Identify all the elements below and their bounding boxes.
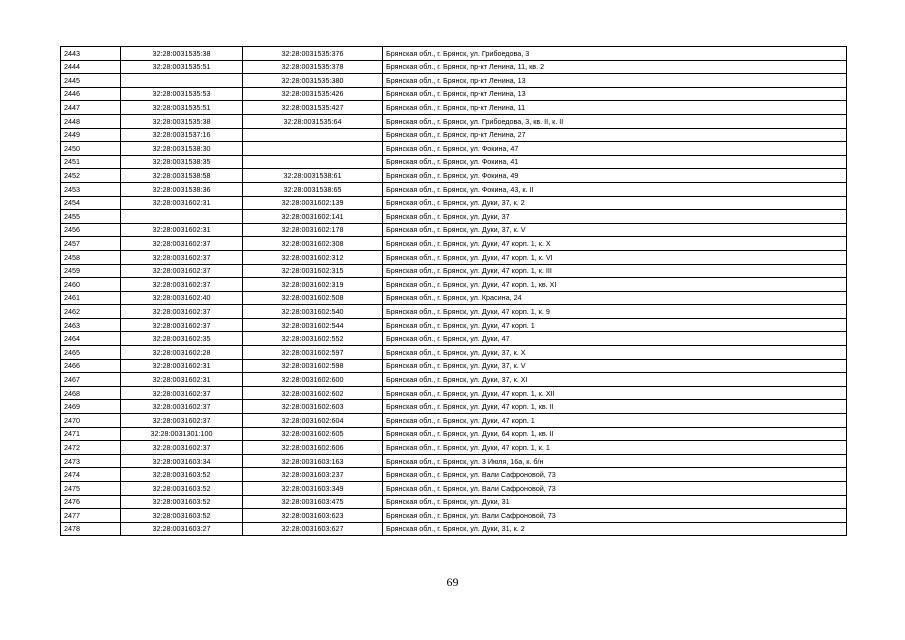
cadastral-parcel-cell: 32:28:0031538:36 [121,182,243,196]
cadastral-parcel-cell: 32:28:0031602:31 [121,223,243,237]
row-number-cell: 2475 [61,482,121,496]
cadastral-object-cell: 32:28:0031602:308 [243,237,383,251]
cadastral-object-cell: 32:28:0031603:237 [243,468,383,482]
row-number-cell: 2454 [61,196,121,210]
table-row [61,223,847,237]
cadastral-parcel-cell: 32:28:0031603:52 [121,509,243,523]
row-number-cell: 2445 [61,74,121,88]
table-row [61,441,847,455]
row-number-cell: 2466 [61,359,121,373]
cadastral-parcel-cell: 32:28:0031602:35 [121,332,243,346]
table-row [61,60,847,74]
table-row [61,74,847,88]
address-cell: Брянская обл., г. Брянск, ул. Дуки, 37, к. V [383,223,847,237]
row-number-cell: 2458 [61,250,121,264]
table-row [61,332,847,346]
table-row [61,414,847,428]
row-number-cell: 2460 [61,278,121,292]
table-row [61,305,847,319]
address-cell: Брянская обл., г. Брянск, ул. Дуки, 64 корп. 1, кв. II [383,427,847,441]
cadastral-object-cell: 32:28:0031602:602 [243,386,383,400]
address-cell: Брянская обл., г. Брянск, ул. Дуки, 47 корп. 1 [383,318,847,332]
row-number-cell: 2468 [61,386,121,400]
address-cell: Брянская обл., г. Брянск, ул. Вали Сафроновой, 73 [383,509,847,523]
cadastral-object-cell: 32:28:0031535:426 [243,87,383,101]
cadastral-object-cell: 32:28:0031602:600 [243,373,383,387]
row-number-cell: 2464 [61,332,121,346]
cadastral-parcel-cell: 32:28:0031301:100 [121,427,243,441]
address-cell: Брянская обл., г. Брянск, ул. Дуки, 47 корп. 1, к. 9 [383,305,847,319]
cadastral-parcel-cell: 32:28:0031535:38 [121,47,243,61]
address-cell: Брянская обл., г. Брянск, пр-кт Ленина, 11 [383,101,847,115]
page-number: 69 [446,575,459,589]
cadastral-object-cell: 32:28:0031603:349 [243,482,383,496]
cadastral-parcel-cell: 32:28:0031535:51 [121,101,243,115]
table-row [61,522,847,536]
table-row [61,359,847,373]
address-cell: Брянская обл., г. Брянск, ул. 3 Июля, 16а, к. б/н [383,454,847,468]
cadastral-parcel-cell: 32:28:0031538:35 [121,155,243,169]
address-cell: Брянская обл., г. Брянск, ул. Дуки, 31 [383,495,847,509]
address-cell: Брянская обл., г. Брянск, ул. Дуки, 31, к. 2 [383,522,847,536]
table-row [61,386,847,400]
address-cell: Брянская обл., г. Брянск, ул. Дуки, 37, к. 2 [383,196,847,210]
row-number-cell: 2477 [61,509,121,523]
cadastral-object-cell: 32:28:0031535:64 [243,114,383,128]
cadastral-parcel-cell: 32:28:0031602:40 [121,291,243,305]
address-cell: Брянская обл., г. Брянск, пр-кт Ленина, 27 [383,128,847,142]
address-cell: Брянская обл., г. Брянск, ул. Вали Сафроновой, 73 [383,468,847,482]
table-row [61,318,847,332]
cadastral-parcel-cell: 32:28:0031602:37 [121,264,243,278]
address-cell: Брянская обл., г. Брянск, ул. Дуки, 37, к. V [383,359,847,373]
address-cell: Брянская обл., г. Брянск, ул. Фокина, 49 [383,169,847,183]
cadastral-object-cell [243,155,383,169]
table-row [61,346,847,360]
cadastral-object-cell: 32:28:0031602:605 [243,427,383,441]
row-number-cell: 2472 [61,441,121,455]
address-cell: Брянская обл., г. Брянск, ул. Дуки, 47 корп. 1, к. XII [383,386,847,400]
cadastral-parcel-cell: 32:28:0031602:37 [121,305,243,319]
cadastral-parcel-cell: 32:28:0031602:37 [121,400,243,414]
row-number-cell: 2443 [61,47,121,61]
address-cell: Брянская обл., г. Брянск, ул. Грибоедова, 3, кв. II, к. II [383,114,847,128]
cadastral-object-cell: 32:28:0031602:598 [243,359,383,373]
table-row [61,87,847,101]
cadastral-object-cell: 32:28:0031602:604 [243,414,383,428]
cadastral-object-cell: 32:28:0031602:178 [243,223,383,237]
row-number-cell: 2455 [61,210,121,224]
table-row [61,291,847,305]
row-number-cell: 2467 [61,373,121,387]
cadastral-parcel-cell: 32:28:0031602:37 [121,250,243,264]
cadastral-object-cell: 32:28:0031535:427 [243,101,383,115]
cadastral-parcel-cell: 32:28:0031535:53 [121,87,243,101]
cadastral-parcel-cell: 32:28:0031602:37 [121,441,243,455]
cadastral-object-cell: 32:28:0031602:540 [243,305,383,319]
row-number-cell: 2450 [61,142,121,156]
cadastral-object-cell: 32:28:0031535:380 [243,74,383,88]
table-row [61,128,847,142]
cadastral-object-cell: 32:28:0031602:603 [243,400,383,414]
row-number-cell: 2476 [61,495,121,509]
cadastral-object-cell [243,128,383,142]
row-number-cell: 2459 [61,264,121,278]
address-cell: Брянская обл., г. Брянск, ул. Дуки, 47 корп. 1, к. III [383,264,847,278]
address-cell: Брянская обл., г. Брянск, ул. Дуки, 47 [383,332,847,346]
row-number-cell: 2470 [61,414,121,428]
cadastral-parcel-cell: 32:28:0031603:27 [121,522,243,536]
cadastral-parcel-cell: 32:28:0031602:37 [121,237,243,251]
row-number-cell: 2457 [61,237,121,251]
table-row [61,155,847,169]
cadastral-table [60,46,847,536]
cadastral-object-cell: 32:28:0031603:623 [243,509,383,523]
table-row [61,210,847,224]
cadastral-parcel-cell: 32:28:0031602:37 [121,318,243,332]
row-number-cell: 2456 [61,223,121,237]
table-row [61,47,847,61]
cadastral-parcel-cell [121,210,243,224]
cadastral-object-cell [243,142,383,156]
table-row [61,264,847,278]
address-cell: Брянская обл., г. Брянск, ул. Дуки, 47 корп. 1, кв. XI [383,278,847,292]
row-number-cell: 2463 [61,318,121,332]
row-number-cell: 2478 [61,522,121,536]
address-cell: Брянская обл., г. Брянск, пр-кт Ленина, 13 [383,74,847,88]
cadastral-parcel-cell: 32:28:0031602:31 [121,196,243,210]
row-number-cell: 2471 [61,427,121,441]
cadastral-parcel-cell: 32:28:0031602:31 [121,359,243,373]
cadastral-parcel-cell: 32:28:0031538:58 [121,169,243,183]
address-cell: Брянская обл., г. Брянск, ул. Дуки, 47 корп. 1, к. 1 [383,441,847,455]
table-row [61,509,847,523]
address-cell: Брянская обл., г. Брянск, пр-кт Ленина, 11, кв. 2 [383,60,847,74]
address-cell: Брянская обл., г. Брянск, ул. Дуки, 47 корп. 1, к. X [383,237,847,251]
cadastral-object-cell: 32:28:0031602:139 [243,196,383,210]
table-row [61,495,847,509]
cadastral-object-cell: 32:28:0031602:606 [243,441,383,455]
cadastral-object-cell: 32:28:0031535:378 [243,60,383,74]
address-cell: Брянская обл., г. Брянск, ул. Дуки, 47 корп. 1, к. VI [383,250,847,264]
address-cell: Брянская обл., г. Брянск, ул. Грибоедова, 3 [383,47,847,61]
cadastral-parcel-cell: 32:28:0031602:31 [121,373,243,387]
address-cell: Брянская обл., г. Брянск, ул. Фокина, 43, к. II [383,182,847,196]
cadastral-object-cell: 32:28:0031602:597 [243,346,383,360]
table-row [61,400,847,414]
table-row [61,427,847,441]
row-number-cell: 2452 [61,169,121,183]
cadastral-object-cell: 32:28:0031603:627 [243,522,383,536]
row-number-cell: 2465 [61,346,121,360]
row-number-cell: 2461 [61,291,121,305]
address-cell: Брянская обл., г. Брянск, ул. Дуки, 37, к. X [383,346,847,360]
row-number-cell: 2462 [61,305,121,319]
address-cell: Брянская обл., г. Брянск, ул. Дуки, 47 корп. 1, кв. II [383,400,847,414]
cadastral-object-cell: 32:28:0031602:319 [243,278,383,292]
row-number-cell: 2448 [61,114,121,128]
cadastral-object-cell: 32:28:0031602:312 [243,250,383,264]
cadastral-parcel-cell: 32:28:0031603:52 [121,468,243,482]
table-row [61,454,847,468]
address-cell: Брянская обл., г. Брянск, ул. Дуки, 37, к. XI [383,373,847,387]
table-row [61,237,847,251]
row-number-cell: 2469 [61,400,121,414]
row-number-cell: 2451 [61,155,121,169]
table-row [61,114,847,128]
address-cell: Брянская обл., г. Брянск, ул. Вали Сафроновой, 73 [383,482,847,496]
address-cell: Брянская обл., г. Брянск, ул. Фокина, 47 [383,142,847,156]
cadastral-parcel-cell: 32:28:0031602:37 [121,278,243,292]
row-number-cell: 2446 [61,87,121,101]
table-row [61,142,847,156]
table-row [61,196,847,210]
cadastral-object-cell: 32:28:0031603:475 [243,495,383,509]
row-number-cell: 2473 [61,454,121,468]
table-row [61,250,847,264]
cadastral-object-cell: 32:28:0031538:65 [243,182,383,196]
table-row [61,482,847,496]
address-cell: Брянская обл., г. Брянск, ул. Фокина, 41 [383,155,847,169]
cadastral-parcel-cell: 32:28:0031535:51 [121,60,243,74]
cadastral-parcel-cell [121,74,243,88]
cadastral-object-cell: 32:28:0031535:376 [243,47,383,61]
cadastral-parcel-cell: 32:28:0031537:16 [121,128,243,142]
cadastral-object-cell: 32:28:0031602:544 [243,318,383,332]
address-cell: Брянская обл., г. Брянск, ул. Красина, 24 [383,291,847,305]
address-cell: Брянская обл., г. Брянск, ул. Дуки, 47 корп. 1 [383,414,847,428]
cadastral-parcel-cell: 32:28:0031602:37 [121,386,243,400]
cadastral-object-cell: 32:28:0031602:552 [243,332,383,346]
table-row [61,373,847,387]
table-body [61,47,847,536]
row-number-cell: 2447 [61,101,121,115]
table-row [61,182,847,196]
cadastral-object-cell: 32:28:0031538:61 [243,169,383,183]
row-number-cell: 2449 [61,128,121,142]
cadastral-parcel-cell: 32:28:0031603:52 [121,495,243,509]
cadastral-object-cell: 32:28:0031602:315 [243,264,383,278]
table-row [61,101,847,115]
address-cell: Брянская обл., г. Брянск, пр-кт Ленина, 13 [383,87,847,101]
table-row [61,169,847,183]
address-cell: Брянская обл., г. Брянск, ул. Дуки, 37 [383,210,847,224]
table-row [61,278,847,292]
cadastral-object-cell: 32:28:0031603:163 [243,454,383,468]
cadastral-parcel-cell: 32:28:0031538:30 [121,142,243,156]
cadastral-object-cell: 32:28:0031602:141 [243,210,383,224]
cadastral-parcel-cell: 32:28:0031603:52 [121,482,243,496]
cadastral-parcel-cell: 32:28:0031602:37 [121,414,243,428]
row-number-cell: 2474 [61,468,121,482]
table-row [61,468,847,482]
cadastral-object-cell: 32:28:0031602:508 [243,291,383,305]
cadastral-parcel-cell: 32:28:0031535:38 [121,114,243,128]
cadastral-parcel-cell: 32:28:0031602:28 [121,346,243,360]
row-number-cell: 2453 [61,182,121,196]
cadastral-parcel-cell: 32:28:0031603:34 [121,454,243,468]
row-number-cell: 2444 [61,60,121,74]
